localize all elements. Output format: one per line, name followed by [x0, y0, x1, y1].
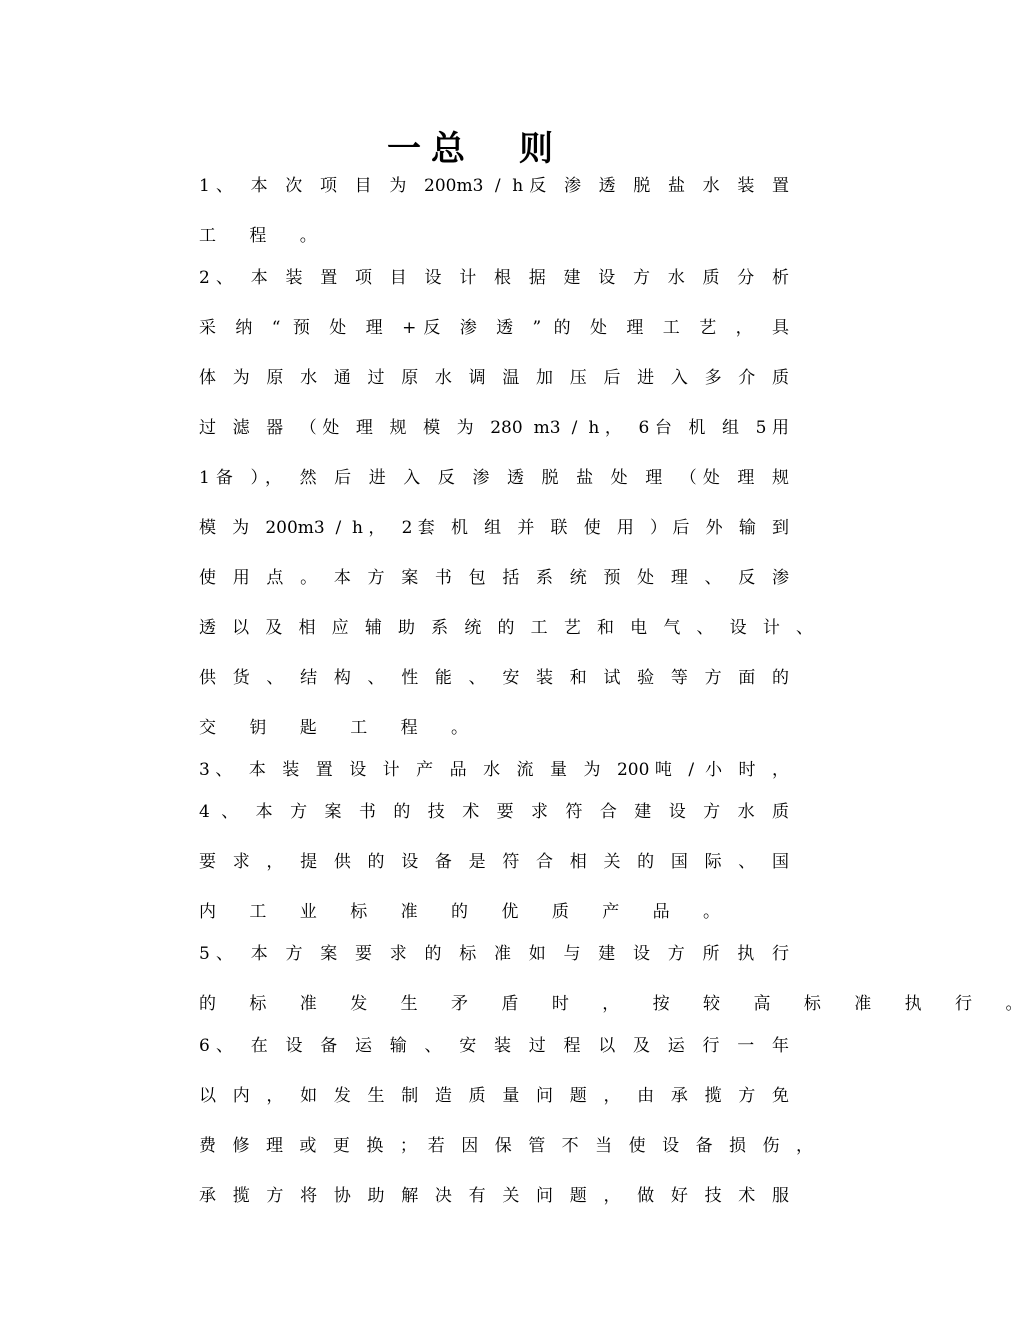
text-line: 要 求 ， 提 供 的 设 备 是 符 合 相 关 的 国 际 、 国: [199, 852, 789, 872]
text-line: 使 用 点 。 本 方 案 书 包 括 系 统 预 处 理 、 反 渗: [199, 568, 789, 588]
text-line: 1备 ）， 然 后 进 入 反 渗 透 脱 盐 处 理 （处 理 规: [199, 468, 789, 488]
text-line: 1、 本 次 项 目 为 200m3 / h反 渗 透 脱 盐 水 装 置: [199, 176, 789, 196]
text-line: 过 滤 器 （处 理 规 模 为 280 m3 / h， 6台 机 组 5用: [199, 418, 789, 438]
page-title: 一总 则: [387, 129, 563, 169]
text-line: 4 、 本 方 案 书 的 技 术 要 求 符 合 建 设 方 水 质: [199, 802, 789, 822]
text-line: 费 修 理 或 更 换 ； 若 因 保 管 不 当 使 设 备 损 伤 ，: [199, 1136, 813, 1156]
text-line: 模 为 200m3 / h， 2套 机 组 并 联 使 用 ）后 外 输 到: [199, 518, 789, 538]
text-line: 以 内 ， 如 发 生 制 造 质 量 问 题 ， 由 承 揽 方 免: [199, 1086, 789, 1106]
text-line: 交 钥 匙 工 程 。: [199, 718, 483, 738]
text-line: 6、 在 设 备 运 输 、 安 装 过 程 以 及 运 行 一 年: [199, 1036, 789, 1056]
text-line: 工 程 。: [199, 226, 331, 246]
text-line: 2、 本 装 置 项 目 设 计 根 据 建 设 方 水 质 分 析: [199, 268, 789, 288]
text-line: 的 标 准 发 生 矛 盾 时 ， 按 较 高 标 准 执 行 。: [199, 994, 1036, 1014]
text-line: 透 以 及 相 应 辅 助 系 统 的 工 艺 和 电 气 、 设 计 、: [199, 618, 813, 638]
text-line: 供 货 、 结 构 、 性 能 、 安 装 和 试 验 等 方 面 的: [199, 668, 789, 688]
text-line: 内 工 业 标 准 的 优 质 产 品 。: [199, 902, 735, 922]
text-line: 3、 本 装 置 设 计 产 品 水 流 量 为 200吨 / 小 时 ，: [199, 760, 789, 780]
text-line: 5、 本 方 案 要 求 的 标 准 如 与 建 设 方 所 执 行: [199, 944, 789, 964]
text-line: 采 纳 “ 预 处 理 +反 渗 透 ” 的 处 理 工 艺 ， 具: [199, 318, 789, 338]
text-line: 体 为 原 水 通 过 原 水 调 温 加 压 后 进 入 多 介 质: [199, 368, 789, 388]
text-line: 承 揽 方 将 协 助 解 决 有 关 问 题 ， 做 好 技 术 服: [199, 1186, 789, 1206]
